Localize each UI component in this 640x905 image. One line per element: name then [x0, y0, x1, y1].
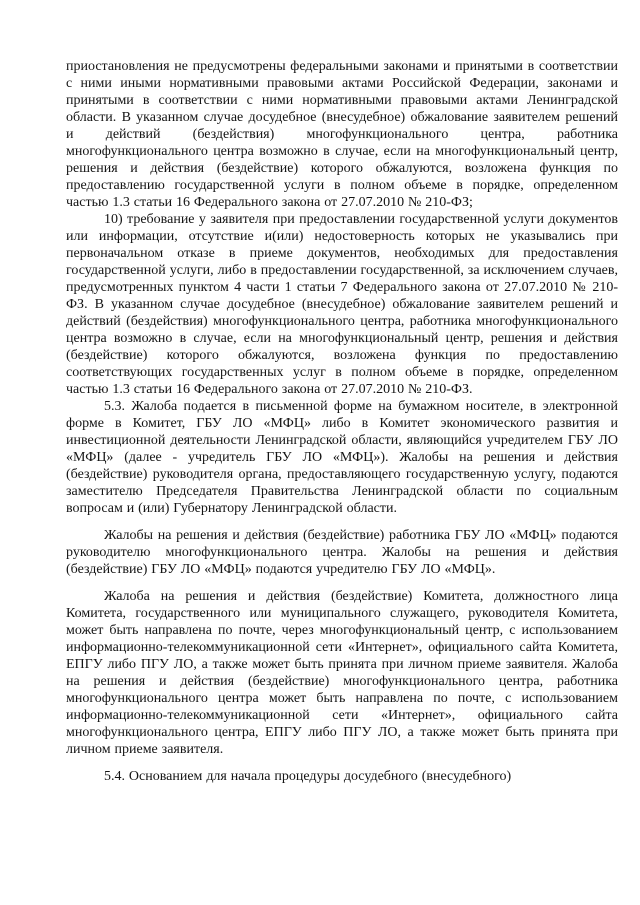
- paragraph-5-3: 5.3. Жалоба подается в письменной форме на бумажном носителе, в электронной форме в Комитет, ГБУ ЛО «МФЦ» либо в Комитет экономического развития и инвестиционной деятельности Ленинградской области, являющийся учредителем ГБУ ЛО «МФЦ» (далее - учредитель ГБУ ЛО «МФЦ»). Жалобы на решения и действия (бездействие) руководителя органа, предоставляющего государственную услугу, подаются заместителю Председателя Правительства Ленинградской области по социальным вопросам и (или) Губернатору Ленинградской области.: [66, 399, 618, 516]
- paragraph-continuation: приостановления не предусмотрены федеральными законами и принятыми в соответствии с ними иными нормативными правовыми актами Российской Федерации, законами и принятыми в соответствии с ними нормативными правовыми актами Ленинградской области. В указанном случае досудебное (внесудебное) обжалование заявителем решений и действий (бездействия) многофункционального центра, работника многофункционального центра возможно в случае, если на многофункциональный центр, решения и действия (бездействие) которого обжалуются, возложена функция по предоставлению государственной услуги в полном объеме в порядке, определенном частью 1.3 статьи 16 Федерального закона от 27.07.2010 № 210-ФЗ;: [66, 59, 618, 210]
- paragraph-mfc-complaints: Жалобы на решения и действия (бездействие) работника ГБУ ЛО «МФЦ» подаются руководителю многофункционального центра. Жалобы на решения и действия (бездействие) ГБУ ЛО «МФЦ» подаются учредителю ГБУ ЛО «МФЦ».: [66, 528, 618, 577]
- paragraph-item-10: 10) требование у заявителя при предоставлении государственной услуги документов или информации, отсутствие и(или) недостоверность которых не указывались при первоначальном отказе в приеме документов, необходимых для предоставления государственной услуги, либо в предоставлении государственной, за исключением случаев, предусмотренных пунктом 4 части 1 статьи 7 Федерального закона от 27.07.2010 № 210-ФЗ. В указанном случае досудебное (внесудебное) обжалование заявителем решений и действий (бездействия) многофункционального центра, работника многофункционального центра возможно в случае, если на многофункциональный центр, решения и действия (бездействие) которого обжалуются, возложена функция по предоставлению соответствующих государственных услуг в полном объеме в порядке, определенном частью 1.3 статьи 16 Федерального закона от 27.07.2010 № 210-ФЗ.: [66, 212, 618, 397]
- paragraph-complaint-channels: Жалоба на решения и действия (бездействие) Комитета, должностного лица Комитета, государственного или муниципального служащего, руководителя Комитета, может быть направлена по почте, через многофункциональный центр, с использованием информационно-телекоммуникационной сети «Интернет», официального сайта Комитета, ЕПГУ либо ПГУ ЛО, а также может быть принята при личном приеме заявителя. Жалоба на решения и действия (бездействие) многофункционального центра, работника многофункционального центра может быть направлена по почте, с использованием информационно-телекоммуникационной сети «Интернет», официального сайта многофункционального центра, ЕПГУ либо ПГУ ЛО, а также может быть принята при личном приеме заявителя.: [66, 589, 618, 757]
- paragraph-5-4: 5.4. Основанием для начала процедуры досудебного (внесудебного): [104, 769, 512, 784]
